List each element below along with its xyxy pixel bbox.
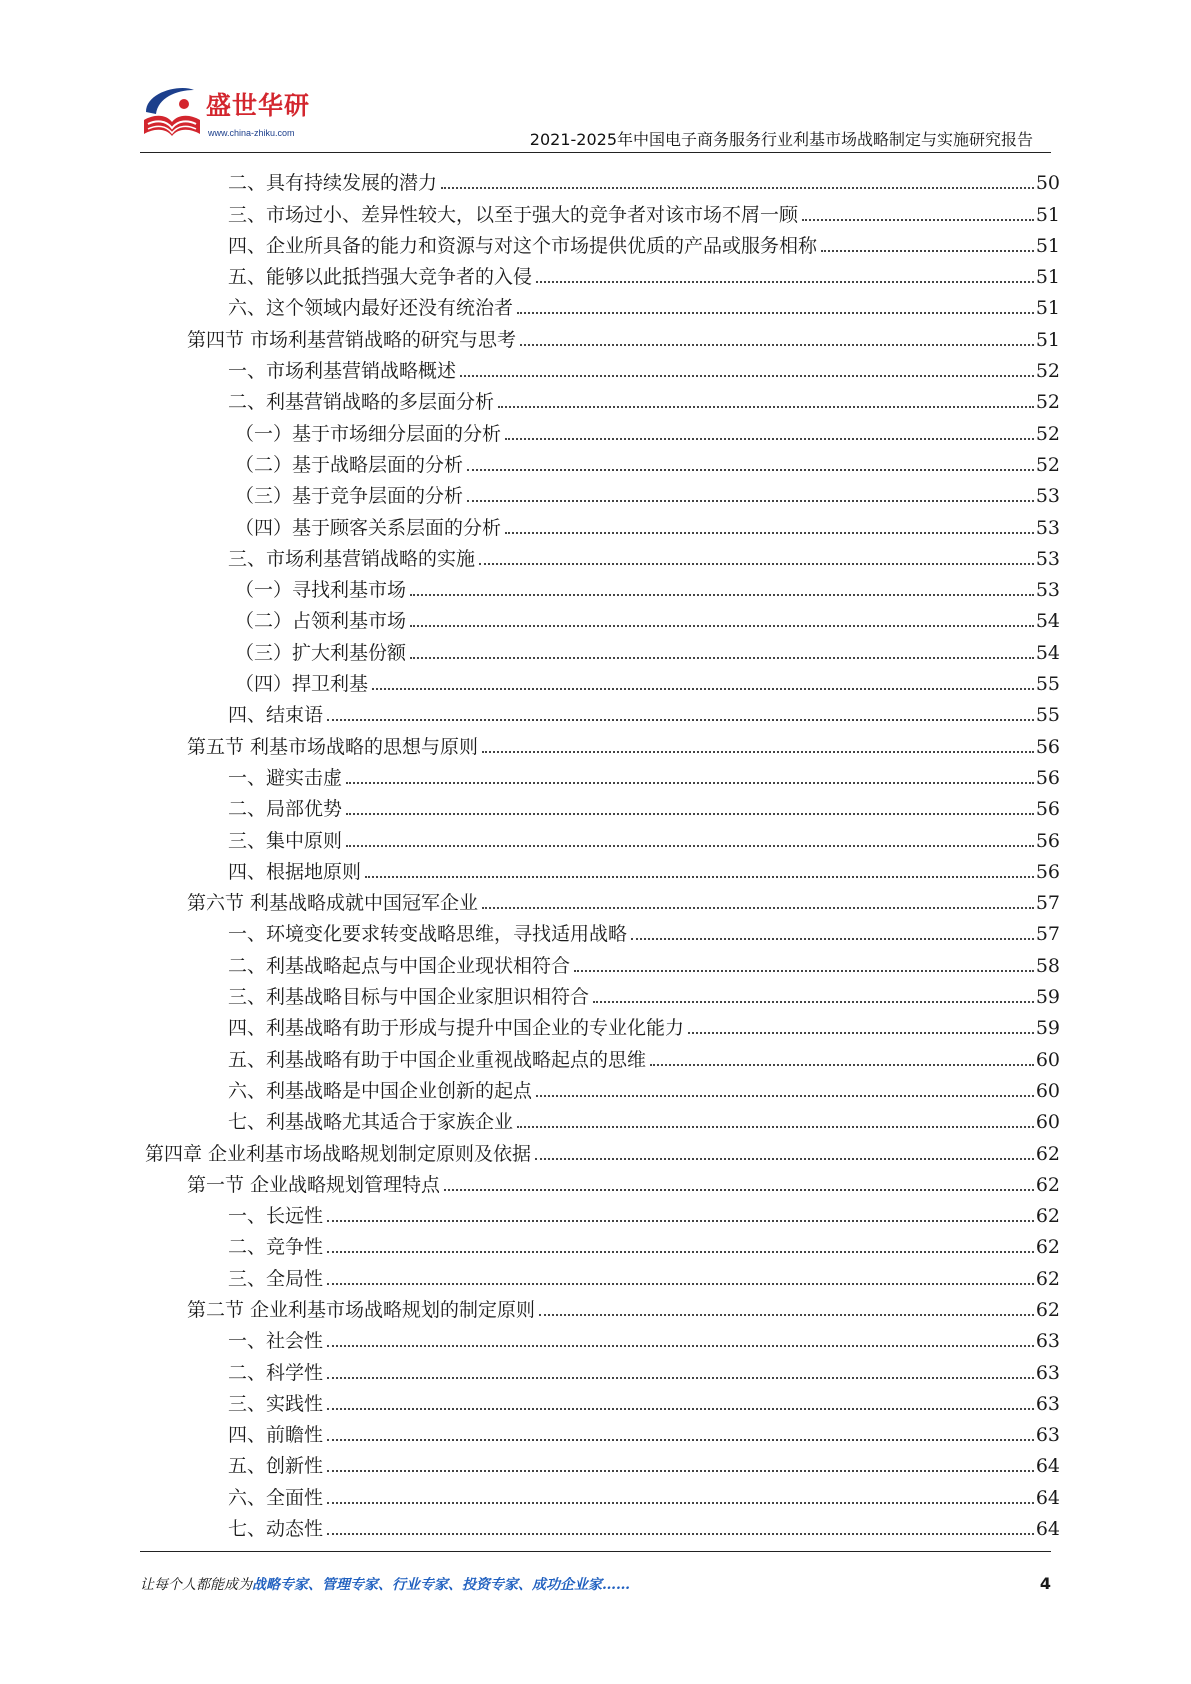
brand-name: 盛世华研 [206,91,311,120]
toc-entry[interactable] [145,758,1060,789]
toc-entry-page: 51 [1035,328,1060,351]
toc-dot-leader [802,219,1034,221]
toc-dot-leader [467,500,1034,502]
toc-entry-title: 一、环境变化要求转变战略思维，寻找适用战略 [228,923,628,946]
toc-entry-title: 二、局部优势 [228,798,343,821]
brand-url: www.china-zhiku.com [208,128,295,138]
toc-entry-page: 63 [1035,1424,1060,1447]
toc-entry-title: 三、市场过小、差异性较大，以至于强大的竞争者对该市场不屑一顾 [228,203,799,226]
header-divider [140,152,1051,153]
toc-dot-leader [441,187,1034,189]
toc-dot-leader [479,563,1034,565]
toc-entry-title: 第四章 企业利基市场战略规划制定原则及依据 [145,1142,532,1165]
toc-entry[interactable] [145,382,1060,413]
toc-entry[interactable] [145,914,1060,945]
toc-entry[interactable] [145,1446,1060,1477]
toc-dot-leader [327,1283,1034,1285]
toc-entry-title: 六、全面性 [228,1486,324,1509]
toc-entry-title: 三、全局性 [228,1267,324,1290]
toc-dot-leader [688,1032,1034,1034]
toc-entry[interactable] [145,726,1060,757]
toc-entry-title: 四、企业所具备的能力和资源与对这个市场提供优质的产品或服务相称 [228,234,818,257]
toc-entry-title: 二、利基营销战略的多层面分析 [228,391,495,414]
toc-dot-leader [505,438,1034,440]
toc-entry-page: 63 [1035,1392,1060,1415]
toc-dot-leader [346,782,1034,784]
toc-dot-leader [460,375,1034,377]
toc-entry-title: 第一节 企业战略规划管理特点 [187,1173,441,1196]
toc-dot-leader [821,250,1034,252]
toc-entry-page: 62 [1035,1236,1060,1259]
toc-entry-title: 三、利基战略目标与中国企业家胆识相符合 [228,986,590,1009]
toc-entry[interactable] [145,1415,1060,1446]
toc-entry[interactable] [145,789,1060,820]
toc-entry-page: 64 [1035,1455,1060,1478]
toc-entry[interactable] [145,1290,1060,1321]
toc-entry[interactable] [145,601,1060,632]
toc-entry-page: 51 [1035,297,1060,320]
report-title: 2021-2025年中国电子商务服务行业利基市场战略制定与实施研究报告 [529,130,1033,149]
toc-entry-title: 一、长远性 [228,1205,324,1228]
toc-entry-title: 四、结束语 [228,704,324,727]
toc-dot-leader [505,532,1034,534]
toc-entry[interactable] [145,226,1060,257]
toc-entry-title: 一、避实击虚 [228,766,343,789]
toc-entry-title: 二、具有持续发展的潜力 [228,172,438,195]
toc-entry[interactable] [145,977,1060,1008]
toc-dot-leader [536,281,1034,283]
toc-dot-leader [467,469,1034,471]
toc-dot-leader [327,1377,1034,1379]
toc-entry-page: 56 [1035,766,1060,789]
toc-dot-leader [327,1345,1034,1347]
toc-dot-leader [327,1533,1034,1535]
toc-entry[interactable] [145,539,1060,570]
toc-dot-leader [372,688,1034,690]
toc-dot-leader [410,625,1034,627]
toc-dot-leader [498,406,1034,408]
toc-entry-page: 64 [1035,1486,1060,1509]
toc-dot-leader [346,813,1034,815]
toc-entry-page: 51 [1035,203,1060,226]
toc-dot-leader [631,938,1034,940]
toc-entry-page: 57 [1035,892,1060,915]
toc-entry-page: 53 [1035,485,1060,508]
toc-entry-page: 52 [1035,453,1060,476]
toc-entry-page: 62 [1035,1298,1060,1321]
toc-entry[interactable] [145,945,1060,976]
toc-entry-title: 四、利基战略有助于形成与提升中国企业的专业化能力 [228,1017,685,1040]
footer-slogan-highlight: 战略专家、管理专家、行业专家、投资专家、成功企业家…… [252,1577,630,1593]
toc-entry-page: 51 [1035,234,1060,257]
toc-dot-leader [517,312,1034,314]
toc-dot-leader [650,1064,1034,1066]
toc-dot-leader [327,1408,1034,1410]
toc-entry[interactable] [145,664,1060,695]
toc-entry-page: 53 [1035,579,1060,602]
footer-slogan [140,1574,630,1594]
toc-entry-page: 56 [1035,860,1060,883]
footer-slogan-prefix: 让每个人都能成为 [140,1577,252,1593]
toc-entry-page: 63 [1035,1330,1060,1353]
toc-entry-title: （二）占领利基市场 [235,610,407,633]
toc-entry[interactable] [145,1227,1060,1258]
toc-entry[interactable] [145,570,1060,601]
table-of-contents [145,163,1060,1540]
toc-entry[interactable] [145,1509,1060,1540]
toc-entry-title: 三、集中原则 [228,829,343,852]
toc-dot-leader [444,1189,1034,1191]
toc-entry-title: （一）基于市场细分层面的分析 [235,422,502,445]
toc-entry-title: 四、前瞻性 [228,1424,324,1447]
toc-dot-leader [482,751,1034,753]
toc-entry-title: 第六节 利基战略成就中国冠军企业 [187,892,479,915]
toc-entry[interactable] [145,1196,1060,1227]
toc-entry-title: 六、利基战略是中国企业创新的起点 [228,1079,533,1102]
toc-entry-title: 三、市场利基营销战略的实施 [228,547,476,570]
toc-entry-page: 64 [1035,1518,1060,1541]
toc-entry-page: 59 [1035,986,1060,1009]
toc-entry-title: 五、能够以此抵挡强大竞争者的入侵 [228,266,533,289]
toc-dot-leader [539,1314,1034,1316]
toc-entry[interactable] [145,1039,1060,1070]
toc-entry[interactable] [145,1071,1060,1102]
toc-entry-page: 62 [1035,1205,1060,1228]
toc-entry-page: 55 [1035,704,1060,727]
toc-entry[interactable] [145,476,1060,507]
toc-dot-leader [410,594,1034,596]
toc-entry[interactable] [145,883,1060,914]
toc-dot-leader [327,1470,1034,1472]
toc-entry-title: 一、社会性 [228,1330,324,1353]
toc-dot-leader [517,1126,1034,1128]
toc-entry-title: 第四节 市场利基营销战略的研究与思考 [187,328,517,351]
toc-entry-title: 四、根据地原则 [228,860,362,883]
toc-entry-title: （三）扩大利基份额 [235,641,407,664]
toc-entry[interactable] [145,1352,1060,1383]
toc-entry[interactable] [145,257,1060,288]
toc-entry-page: 63 [1035,1361,1060,1384]
toc-dot-leader [520,344,1034,346]
toc-entry-page: 59 [1035,1017,1060,1040]
page-header [0,0,1191,160]
toc-dot-leader [327,1439,1034,1441]
toc-entry[interactable] [145,695,1060,726]
toc-entry-page: 58 [1035,954,1060,977]
toc-dot-leader [593,1001,1034,1003]
toc-entry-page: 50 [1035,172,1060,195]
toc-entry-title: 七、利基战略尤其适合于家族企业 [228,1111,514,1134]
toc-dot-leader [327,719,1034,721]
toc-entry-page: 60 [1035,1111,1060,1134]
toc-entry-title: 第二节 企业利基市场战略规划的制定原则 [187,1298,536,1321]
toc-entry-page: 62 [1035,1142,1060,1165]
toc-dot-leader [410,657,1034,659]
toc-entry-page: 52 [1035,360,1060,383]
toc-entry-title: （一）寻找利基市场 [235,579,407,602]
toc-entry-page: 55 [1035,673,1060,696]
toc-entry[interactable] [145,1321,1060,1352]
toc-dot-leader [482,907,1034,909]
toc-dot-leader [327,1220,1034,1222]
toc-entry[interactable] [145,1102,1060,1133]
toc-entry[interactable] [145,1477,1060,1508]
toc-entry-page: 56 [1035,735,1060,758]
toc-entry-page: 62 [1035,1267,1060,1290]
toc-dot-leader [327,1251,1034,1253]
toc-entry-title: 第五节 利基市场战略的思想与原则 [187,735,479,758]
toc-entry-page: 52 [1035,422,1060,445]
toc-entry-title: 六、这个领域内最好还没有统治者 [228,297,514,320]
toc-entry-title: 二、竞争性 [228,1236,324,1259]
toc-entry[interactable] [145,1133,1060,1164]
toc-entry-title: （四）捍卫利基 [235,673,369,696]
toc-entry-page: 60 [1035,1048,1060,1071]
toc-entry[interactable] [145,413,1060,444]
toc-dot-leader [535,1158,1034,1160]
toc-entry-title: 一、市场利基营销战略概述 [228,360,457,383]
toc-entry-page: 54 [1035,610,1060,633]
toc-entry[interactable] [145,445,1060,476]
toc-entry-page: 54 [1035,641,1060,664]
toc-entry-page: 51 [1035,266,1060,289]
toc-entry[interactable] [145,1384,1060,1415]
toc-entry-page: 53 [1035,547,1060,570]
toc-entry[interactable] [145,1258,1060,1289]
toc-entry-page: 53 [1035,516,1060,539]
toc-dot-leader [365,876,1034,878]
toc-entry-page: 60 [1035,1079,1060,1102]
toc-entry-title: 五、创新性 [228,1455,324,1478]
toc-entry-page: 62 [1035,1173,1060,1196]
toc-entry[interactable] [145,163,1060,194]
toc-dot-leader [574,970,1034,972]
toc-entry[interactable] [145,1165,1060,1196]
toc-entry-page: 52 [1035,391,1060,414]
toc-entry-title: （二）基于战略层面的分析 [235,453,464,476]
toc-entry-title: （三）基于竞争层面的分析 [235,485,464,508]
toc-entry[interactable] [145,194,1060,225]
toc-entry-title: 二、科学性 [228,1361,324,1384]
brand-logo [140,82,340,152]
toc-entry[interactable] [145,852,1060,883]
toc-dot-leader [536,1095,1034,1097]
toc-dot-leader [346,845,1034,847]
toc-entry[interactable] [145,820,1060,851]
toc-entry-title: 七、动态性 [228,1518,324,1541]
toc-entry-page: 56 [1035,798,1060,821]
toc-entry[interactable] [145,288,1060,319]
toc-entry-page: 57 [1035,923,1060,946]
toc-entry[interactable] [145,632,1060,663]
book-logo-icon [140,82,204,146]
page-number: 4 [1039,1574,1051,1593]
toc-entry[interactable] [145,319,1060,350]
page-footer [140,1574,1051,1598]
toc-entry-title: 五、利基战略有助于中国企业重视战略起点的思维 [228,1048,647,1071]
toc-entry[interactable] [145,507,1060,538]
footer-divider [140,1551,1051,1552]
toc-entry[interactable] [145,1008,1060,1039]
toc-entry-title: 三、实践性 [228,1392,324,1415]
toc-entry-title: 二、利基战略起点与中国企业现状相符合 [228,954,571,977]
toc-dot-leader [327,1502,1034,1504]
toc-entry-page: 56 [1035,829,1060,852]
toc-entry-title: （四）基于顾客关系层面的分析 [235,516,502,539]
toc-entry[interactable] [145,351,1060,382]
